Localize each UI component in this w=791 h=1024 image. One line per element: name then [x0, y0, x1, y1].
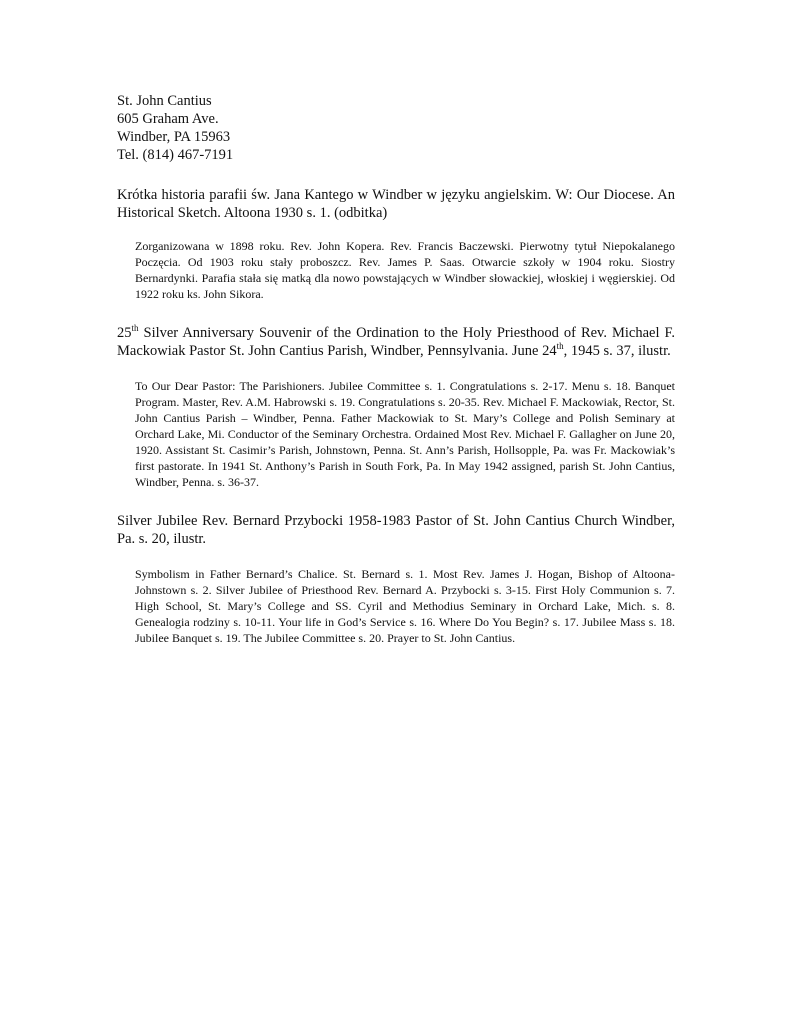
entry-title-silver-jubilee: Silver Jubilee Rev. Bernard Przybocki 1958-1983 Pastor of St. John Cantius Church Windber, Pa. s. 20, ilustr. [117, 513, 675, 547]
entry-note-anniversary: To Our Dear Pastor: The Parishioners. Jubilee Committee s. 1. Congratulations s. 2-17. Menu s. 18. Banquet Program. Master, Rev. A.M. Habrowski s. 19. Congratulations s. 20-35. Rev. Michael F. Mackowiak, Rector, St. John Cantius Parish – Windber, Penna. Father Mackowiak to St. Mary’s College and Polish Seminary at Orchard Lake, Mi. Conductor of the Seminary Orchestra. Ordained Most Rev. Michael F. Gallagher on June 20, 1920. Assistant St. Casimir’s Parish, Johnstown, Penna. St. Ann’s Parish, Hollsopple, Pa. was Fr. Mackowiak’s first pastorate. In 1941 St. Anthony’s Parish in South Fork, Pa. In May 1942 assigned, parish St. John Cantius, Windber, Penna. s. 36-37. [135, 379, 675, 489]
entry-title-historia: Krótka historia parafii św. Jana Kantego w Windber w języku angielskim. W: Our Diocese. An Historical Sketch. Altoona 1930 s. 1. (odbitka) [117, 187, 675, 221]
title-date-suffix: th [556, 341, 564, 352]
title-ordinal-suffix: th [131, 323, 139, 334]
parish-address-block [117, 92, 675, 164]
entry-note-silver-jubilee: Symbolism in Father Bernard’s Chalice. St. Bernard s. 1. Most Rev. James J. Hogan, Bishop of Altoona-Johnstown s. 2. Silver Jubilee of Priesthood Rev. Bernard A. Przybocki s. 3-15. First Holy Communion s. 7. High School, St. Mary’s College and SS. Cyril and Methodius Seminary in Orchard Lake, Mich. s. 8. Genealogia rodziny s. 10-11. Your life in God’s Service s. 16. Where Do You Begin? s. 17. Jubilee Mass s. 18. Jubilee Banquet s. 19. The Jubilee Committee s. 20. Prayer to St. John Cantius. [135, 567, 675, 645]
title-main-text: Silver Anniversary Souvenir of the Ordination to the Holy Priesthood of Rev. Michael F. Mackowiak Pastor St. John Cantius Parish, Windber, Pennsylvania. June 24 [117, 325, 675, 359]
document-page [117, 92, 675, 646]
entry-note-historia: Zorganizowana w 1898 roku. Rev. John Kopera. Rev. Francis Baczewski. Pierwotny tytuł Niepokalanego Poczęcia. Od 1903 roku stały proboszcz. Rev. James P. Saas. Otwarcie szkoły w 1904 roku. Siostry Bernardynki. Parafia stała się matką dla nowo powstających w Windber słowackiej, włoskiej i węgierskiej. Od 1922 roku ks. John Sikora. [135, 239, 675, 301]
title-ordinal: 25 [117, 325, 132, 341]
address-city: Windber, PA 15963 [117, 129, 231, 145]
address-phone: Tel. (814) 467-7191 [117, 147, 234, 163]
entry-title-anniversary [117, 324, 675, 360]
title-tail-text: , 1945 s. 37, ilustr. [563, 343, 671, 359]
address-street: 605 Graham Ave. [117, 111, 219, 127]
address-parish-name: St. John Cantius [117, 93, 212, 109]
